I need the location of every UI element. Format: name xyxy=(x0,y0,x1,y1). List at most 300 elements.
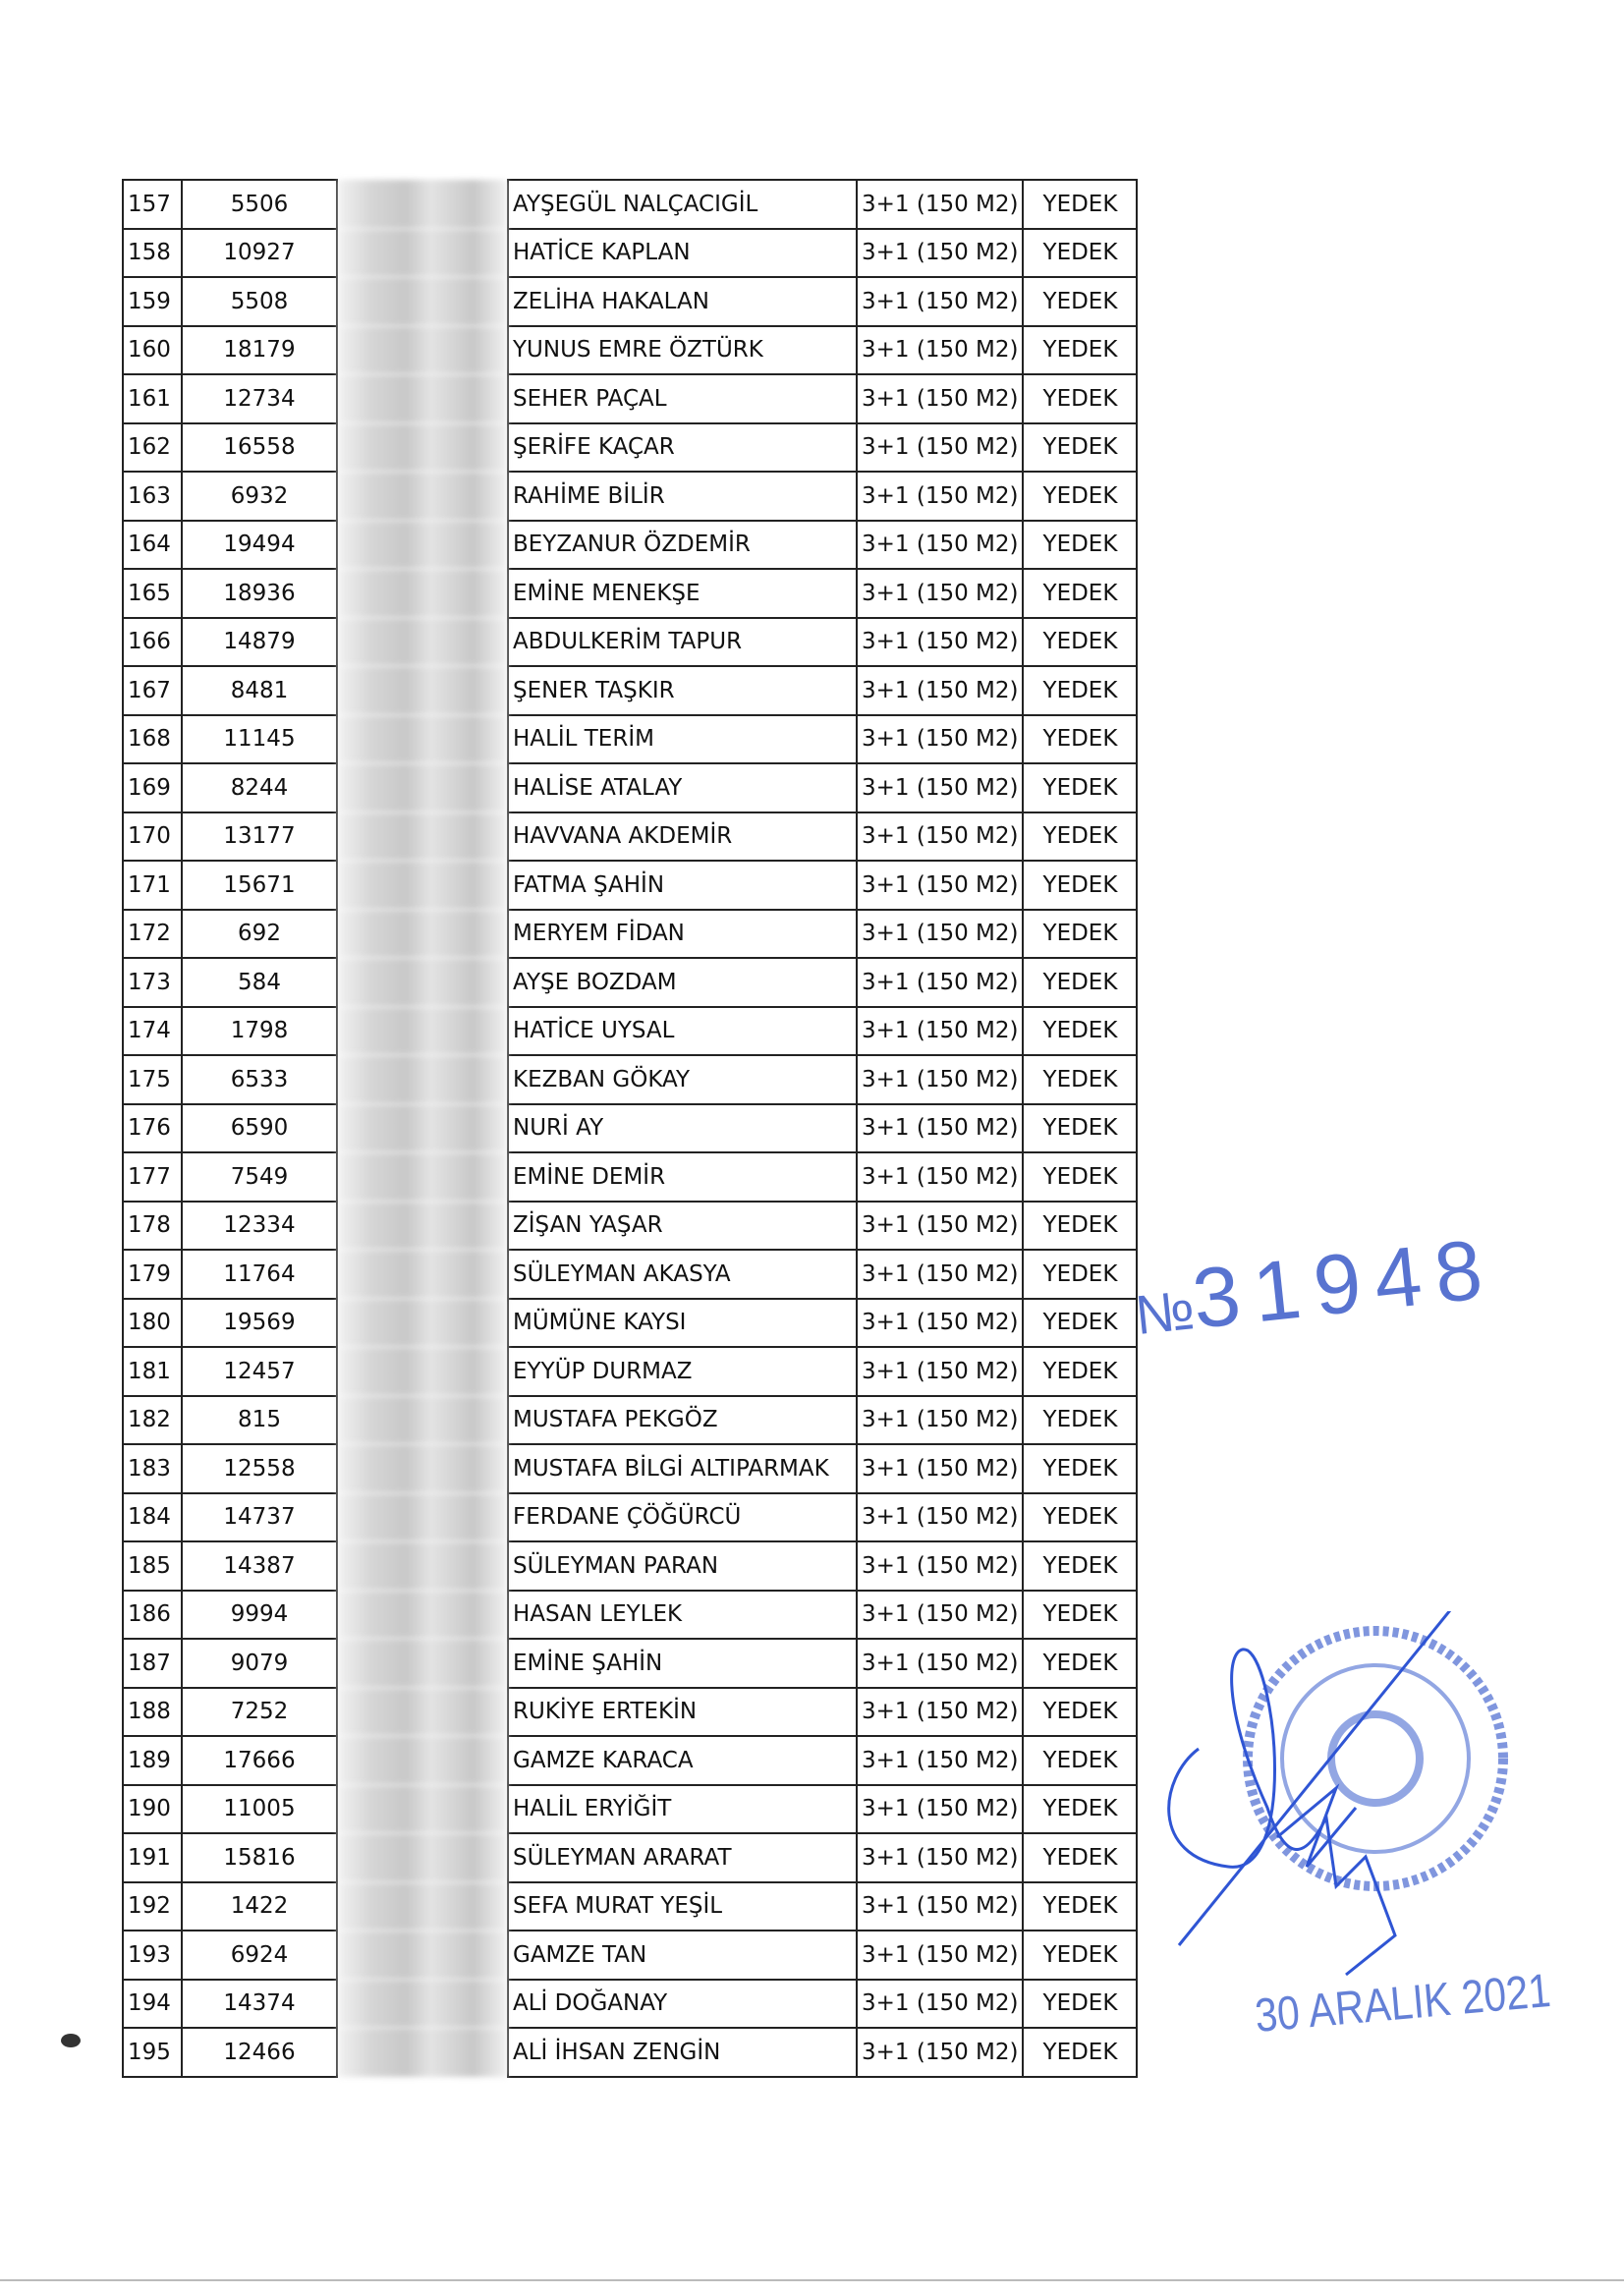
table-row xyxy=(123,423,1137,473)
masked-id-cell xyxy=(337,1250,508,1299)
applicant-name-cell: HASAN LEYLEK xyxy=(508,1591,857,1640)
unit-type-cell: 3+1 (150 M2) xyxy=(857,2028,1023,2077)
applicant-name-cell: GAMZE KARACA xyxy=(508,1736,857,1785)
table-row xyxy=(123,1882,1137,1931)
masked-id-cell xyxy=(337,1785,508,1834)
row-number-cell: 186 xyxy=(123,1591,182,1640)
redacted-blur xyxy=(338,1833,507,1882)
masked-id-cell xyxy=(337,715,508,764)
row-number-cell: 190 xyxy=(123,1785,182,1834)
application-number-cell: 6590 xyxy=(182,1104,337,1153)
row-number-cell: 175 xyxy=(123,1055,182,1104)
unit-type-cell: 3+1 (150 M2) xyxy=(857,180,1023,229)
masked-id-cell xyxy=(337,1396,508,1445)
application-number-cell: 7252 xyxy=(182,1688,337,1737)
application-number-cell: 6924 xyxy=(182,1931,337,1980)
table-row xyxy=(123,1104,1137,1153)
masked-id-cell xyxy=(337,1688,508,1737)
masked-id-cell xyxy=(337,1152,508,1202)
application-number-cell: 12466 xyxy=(182,2028,337,2077)
applicant-name-cell: RUKİYE ERTEKİN xyxy=(508,1688,857,1737)
row-number-cell: 157 xyxy=(123,180,182,229)
redacted-blur xyxy=(338,958,507,1007)
table-row xyxy=(123,1931,1137,1980)
row-number-cell: 177 xyxy=(123,1152,182,1202)
unit-type-cell: 3+1 (150 M2) xyxy=(857,1152,1023,1202)
masked-id-cell xyxy=(337,1882,508,1931)
row-number-cell: 173 xyxy=(123,958,182,1007)
redacted-blur xyxy=(338,1347,507,1396)
table-body xyxy=(123,180,1137,2077)
unit-type-cell: 3+1 (150 M2) xyxy=(857,861,1023,910)
status-cell: YEDEK xyxy=(1023,1202,1137,1251)
applicant-name-cell: AYŞEGÜL NALÇACIGİL xyxy=(508,180,857,229)
row-number-cell: 187 xyxy=(123,1639,182,1688)
masked-id-cell xyxy=(337,569,508,618)
redacted-blur xyxy=(338,2028,507,2077)
status-cell: YEDEK xyxy=(1023,666,1137,715)
applicant-name-cell: HALİSE ATALAY xyxy=(508,763,857,812)
application-number-cell: 9079 xyxy=(182,1639,337,1688)
unit-type-cell: 3+1 (150 M2) xyxy=(857,763,1023,812)
status-cell: YEDEK xyxy=(1023,1444,1137,1493)
applicant-name-cell: ABDULKERİM TAPUR xyxy=(508,618,857,667)
status-cell: YEDEK xyxy=(1023,374,1137,423)
row-number-cell: 160 xyxy=(123,326,182,375)
table-row xyxy=(123,1250,1137,1299)
row-number-cell: 181 xyxy=(123,1347,182,1396)
redacted-blur xyxy=(338,326,507,375)
table-row xyxy=(123,1785,1137,1834)
application-number-cell: 18936 xyxy=(182,569,337,618)
masked-id-cell xyxy=(337,1055,508,1104)
applicant-name-cell: MUSTAFA PEKGÖZ xyxy=(508,1396,857,1445)
status-cell: YEDEK xyxy=(1023,1591,1137,1640)
application-number-cell: 12734 xyxy=(182,374,337,423)
redacted-blur xyxy=(338,618,507,667)
application-number-cell: 19494 xyxy=(182,521,337,570)
status-cell: YEDEK xyxy=(1023,1541,1137,1591)
applicant-name-cell: ALİ DOĞANAY xyxy=(508,1980,857,2029)
applicant-name-cell: SEFA MURAT YEŞİL xyxy=(508,1882,857,1931)
row-number-cell: 188 xyxy=(123,1688,182,1737)
redacted-blur xyxy=(338,812,507,862)
row-number-cell: 191 xyxy=(123,1833,182,1882)
application-number-cell: 14374 xyxy=(182,1980,337,2029)
redacted-blur xyxy=(338,180,507,229)
row-number-cell: 161 xyxy=(123,374,182,423)
application-number-cell: 11145 xyxy=(182,715,337,764)
unit-type-cell: 3+1 (150 M2) xyxy=(857,1980,1023,2029)
table-row xyxy=(123,958,1137,1007)
page-edge xyxy=(0,2279,1624,2281)
table-row xyxy=(123,1396,1137,1445)
redacted-blur xyxy=(338,1541,507,1591)
redacted-blur xyxy=(338,763,507,812)
applicant-name-cell: MERYEM FİDAN xyxy=(508,910,857,959)
unit-type-cell: 3+1 (150 M2) xyxy=(857,958,1023,1007)
application-number-cell: 12334 xyxy=(182,1202,337,1251)
masked-id-cell xyxy=(337,1591,508,1640)
applicant-name-cell: KEZBAN GÖKAY xyxy=(508,1055,857,1104)
status-cell: YEDEK xyxy=(1023,326,1137,375)
application-number-cell: 1422 xyxy=(182,1882,337,1931)
unit-type-cell: 3+1 (150 M2) xyxy=(857,423,1023,473)
redacted-blur xyxy=(338,1591,507,1640)
unit-type-cell: 3+1 (150 M2) xyxy=(857,715,1023,764)
row-number-cell: 172 xyxy=(123,910,182,959)
redacted-blur xyxy=(338,277,507,326)
row-number-cell: 182 xyxy=(123,1396,182,1445)
redacted-blur xyxy=(338,1299,507,1348)
date-stamp: 30 ARALIK 2021 xyxy=(1253,1964,1553,2043)
unit-type-cell: 3+1 (150 M2) xyxy=(857,1007,1023,1056)
unit-type-cell: 3+1 (150 M2) xyxy=(857,521,1023,570)
redacted-blur xyxy=(338,1882,507,1931)
unit-type-cell: 3+1 (150 M2) xyxy=(857,666,1023,715)
row-number-cell: 193 xyxy=(123,1931,182,1980)
row-number-cell: 179 xyxy=(123,1250,182,1299)
unit-type-cell: 3+1 (150 M2) xyxy=(857,1591,1023,1640)
masked-id-cell xyxy=(337,326,508,375)
unit-type-cell: 3+1 (150 M2) xyxy=(857,618,1023,667)
applicant-name-cell: HALİL ERYİĞİT xyxy=(508,1785,857,1834)
masked-id-cell xyxy=(337,861,508,910)
table-row xyxy=(123,861,1137,910)
applicant-name-cell: ZELİHA HAKALAN xyxy=(508,277,857,326)
row-number-cell: 168 xyxy=(123,715,182,764)
applicant-name-cell: HALİL TERİM xyxy=(508,715,857,764)
unit-type-cell: 3+1 (150 M2) xyxy=(857,374,1023,423)
row-number-cell: 159 xyxy=(123,277,182,326)
table-row xyxy=(123,521,1137,570)
masked-id-cell xyxy=(337,2028,508,2077)
status-cell: YEDEK xyxy=(1023,1347,1137,1396)
table-row xyxy=(123,374,1137,423)
status-cell: YEDEK xyxy=(1023,812,1137,862)
unit-type-cell: 3+1 (150 M2) xyxy=(857,1250,1023,1299)
application-number-cell: 9994 xyxy=(182,1591,337,1640)
redacted-blur xyxy=(338,569,507,618)
masked-id-cell xyxy=(337,1202,508,1251)
status-cell: YEDEK xyxy=(1023,423,1137,473)
unit-type-cell: 3+1 (150 M2) xyxy=(857,1202,1023,1251)
unit-type-cell: 3+1 (150 M2) xyxy=(857,1882,1023,1931)
status-cell: YEDEK xyxy=(1023,1007,1137,1056)
status-cell: YEDEK xyxy=(1023,229,1137,278)
status-cell: YEDEK xyxy=(1023,1104,1137,1153)
applicant-name-cell: FATMA ŞAHİN xyxy=(508,861,857,910)
unit-type-cell: 3+1 (150 M2) xyxy=(857,1833,1023,1882)
redacted-blur xyxy=(338,1736,507,1785)
allocation-list-table xyxy=(122,179,1138,2078)
unit-type-cell: 3+1 (150 M2) xyxy=(857,1785,1023,1834)
status-cell: YEDEK xyxy=(1023,1882,1137,1931)
masked-id-cell xyxy=(337,1444,508,1493)
row-number-cell: 192 xyxy=(123,1882,182,1931)
masked-id-cell xyxy=(337,910,508,959)
table-row xyxy=(123,1347,1137,1396)
applicant-name-cell: HATİCE KAPLAN xyxy=(508,229,857,278)
status-cell: YEDEK xyxy=(1023,763,1137,812)
table-row xyxy=(123,1152,1137,1202)
masked-id-cell xyxy=(337,1541,508,1591)
masked-id-cell xyxy=(337,1980,508,2029)
redacted-blur xyxy=(338,1931,507,1980)
table-row xyxy=(123,326,1137,375)
row-number-cell: 178 xyxy=(123,1202,182,1251)
row-number-cell: 189 xyxy=(123,1736,182,1785)
table-row xyxy=(123,1299,1137,1348)
redacted-blur xyxy=(338,1688,507,1737)
row-number-cell: 176 xyxy=(123,1104,182,1153)
unit-type-cell: 3+1 (150 M2) xyxy=(857,1299,1023,1348)
unit-type-cell: 3+1 (150 M2) xyxy=(857,1396,1023,1445)
status-cell: YEDEK xyxy=(1023,1152,1137,1202)
unit-type-cell: 3+1 (150 M2) xyxy=(857,812,1023,862)
table-row xyxy=(123,277,1137,326)
masked-id-cell xyxy=(337,1493,508,1542)
applicant-name-cell: EMİNE DEMİR xyxy=(508,1152,857,1202)
table-row xyxy=(123,1688,1137,1737)
masked-id-cell xyxy=(337,1347,508,1396)
application-number-cell: 7549 xyxy=(182,1152,337,1202)
table-row xyxy=(123,229,1137,278)
status-cell: YEDEK xyxy=(1023,569,1137,618)
table-row xyxy=(123,1639,1137,1688)
row-number-cell: 174 xyxy=(123,1007,182,1056)
unit-type-cell: 3+1 (150 M2) xyxy=(857,1688,1023,1737)
applicant-name-cell: MÜMÜNE KAYSI xyxy=(508,1299,857,1348)
applicant-name-cell: ZİŞAN YAŞAR xyxy=(508,1202,857,1251)
redacted-blur xyxy=(338,1980,507,2029)
table-row xyxy=(123,1833,1137,1882)
status-cell: YEDEK xyxy=(1023,1493,1137,1542)
table-row xyxy=(123,1591,1137,1640)
application-number-cell: 10927 xyxy=(182,229,337,278)
table-row xyxy=(123,763,1137,812)
masked-id-cell xyxy=(337,1736,508,1785)
status-cell: YEDEK xyxy=(1023,1980,1137,2029)
redacted-blur xyxy=(338,1104,507,1153)
unit-type-cell: 3+1 (150 M2) xyxy=(857,1931,1023,1980)
application-number-cell: 8481 xyxy=(182,666,337,715)
unit-type-cell: 3+1 (150 M2) xyxy=(857,1104,1023,1153)
document-number: 31948 xyxy=(1188,1220,1501,1347)
table-row xyxy=(123,1493,1137,1542)
masked-id-cell xyxy=(337,1104,508,1153)
application-number-cell: 14737 xyxy=(182,1493,337,1542)
table-row xyxy=(123,812,1137,862)
masked-id-cell xyxy=(337,229,508,278)
table-row xyxy=(123,569,1137,618)
application-number-cell: 15671 xyxy=(182,861,337,910)
status-cell: YEDEK xyxy=(1023,618,1137,667)
applicant-name-cell: ALİ İHSAN ZENGİN xyxy=(508,2028,857,2077)
row-number-cell: 195 xyxy=(123,2028,182,2077)
table-row xyxy=(123,1444,1137,1493)
row-number-cell: 183 xyxy=(123,1444,182,1493)
status-cell: YEDEK xyxy=(1023,1250,1137,1299)
masked-id-cell xyxy=(337,472,508,521)
row-number-cell: 163 xyxy=(123,472,182,521)
table-row xyxy=(123,910,1137,959)
status-cell: YEDEK xyxy=(1023,910,1137,959)
application-number-cell: 11005 xyxy=(182,1785,337,1834)
unit-type-cell: 3+1 (150 M2) xyxy=(857,1736,1023,1785)
redacted-blur xyxy=(338,1152,507,1202)
masked-id-cell xyxy=(337,1639,508,1688)
unit-type-cell: 3+1 (150 M2) xyxy=(857,1444,1023,1493)
table-row xyxy=(123,715,1137,764)
masked-id-cell xyxy=(337,618,508,667)
unit-type-cell: 3+1 (150 M2) xyxy=(857,1347,1023,1396)
row-number-cell: 165 xyxy=(123,569,182,618)
masked-id-cell xyxy=(337,1299,508,1348)
unit-type-cell: 3+1 (150 M2) xyxy=(857,326,1023,375)
application-number-cell: 6533 xyxy=(182,1055,337,1104)
row-number-cell: 162 xyxy=(123,423,182,473)
table-row xyxy=(123,618,1137,667)
applicant-name-cell: EMİNE MENEKŞE xyxy=(508,569,857,618)
application-number-cell: 19569 xyxy=(182,1299,337,1348)
masked-id-cell xyxy=(337,180,508,229)
applicant-name-cell: HAVVANA AKDEMİR xyxy=(508,812,857,862)
redacted-blur xyxy=(338,423,507,473)
redacted-blur xyxy=(338,1007,507,1056)
application-number-cell: 15816 xyxy=(182,1833,337,1882)
redacted-blur xyxy=(338,472,507,521)
status-cell: YEDEK xyxy=(1023,1055,1137,1104)
application-number-cell: 11764 xyxy=(182,1250,337,1299)
redacted-blur xyxy=(338,1250,507,1299)
masked-id-cell xyxy=(337,1833,508,1882)
redacted-blur xyxy=(338,861,507,910)
table-row xyxy=(123,2028,1137,2077)
masked-id-cell xyxy=(337,521,508,570)
applicant-name-cell: GAMZE TAN xyxy=(508,1931,857,1980)
row-number-cell: 184 xyxy=(123,1493,182,1542)
application-number-cell: 692 xyxy=(182,910,337,959)
applicant-name-cell: NURİ AY xyxy=(508,1104,857,1153)
table-row xyxy=(123,1202,1137,1251)
status-cell: YEDEK xyxy=(1023,180,1137,229)
status-cell: YEDEK xyxy=(1023,1299,1137,1348)
applicant-name-cell: SEHER PAÇAL xyxy=(508,374,857,423)
number-prefix: № xyxy=(1132,1278,1198,1347)
masked-id-cell xyxy=(337,1007,508,1056)
document-number-stamp xyxy=(1130,1220,1501,1355)
masked-id-cell xyxy=(337,277,508,326)
redacted-blur xyxy=(338,1202,507,1251)
applicant-name-cell: FERDANE ÇÖĞÜRCÜ xyxy=(508,1493,857,1542)
unit-type-cell: 3+1 (150 M2) xyxy=(857,229,1023,278)
official-seal-signature-icon xyxy=(1140,1611,1552,2024)
status-cell: YEDEK xyxy=(1023,715,1137,764)
row-number-cell: 180 xyxy=(123,1299,182,1348)
application-number-cell: 8244 xyxy=(182,763,337,812)
unit-type-cell: 3+1 (150 M2) xyxy=(857,277,1023,326)
application-number-cell: 584 xyxy=(182,958,337,1007)
applicant-name-cell: SÜLEYMAN AKASYA xyxy=(508,1250,857,1299)
table-row xyxy=(123,180,1137,229)
status-cell: YEDEK xyxy=(1023,472,1137,521)
masked-id-cell xyxy=(337,958,508,1007)
status-cell: YEDEK xyxy=(1023,861,1137,910)
unit-type-cell: 3+1 (150 M2) xyxy=(857,472,1023,521)
application-number-cell: 14879 xyxy=(182,618,337,667)
status-cell: YEDEK xyxy=(1023,1833,1137,1882)
applicant-name-cell: YUNUS EMRE ÖZTÜRK xyxy=(508,326,857,375)
application-number-cell: 13177 xyxy=(182,812,337,862)
row-number-cell: 170 xyxy=(123,812,182,862)
status-cell: YEDEK xyxy=(1023,1736,1137,1785)
table-row xyxy=(123,1980,1137,2029)
redacted-blur xyxy=(338,1396,507,1445)
application-number-cell: 12457 xyxy=(182,1347,337,1396)
application-number-cell: 6932 xyxy=(182,472,337,521)
applicant-name-cell: ŞERİFE KAÇAR xyxy=(508,423,857,473)
application-number-cell: 5508 xyxy=(182,277,337,326)
row-number-cell: 166 xyxy=(123,618,182,667)
application-number-cell: 17666 xyxy=(182,1736,337,1785)
applicant-name-cell: MUSTAFA BİLGİ ALTIPARMAK xyxy=(508,1444,857,1493)
unit-type-cell: 3+1 (150 M2) xyxy=(857,1055,1023,1104)
redacted-blur xyxy=(338,1785,507,1834)
application-number-cell: 16558 xyxy=(182,423,337,473)
application-number-cell: 5506 xyxy=(182,180,337,229)
redacted-blur xyxy=(338,1055,507,1104)
redacted-blur xyxy=(338,1493,507,1542)
ink-spot xyxy=(61,2034,81,2047)
masked-id-cell xyxy=(337,666,508,715)
applicant-name-cell: SÜLEYMAN PARAN xyxy=(508,1541,857,1591)
applicant-name-cell: ŞENER TAŞKIR xyxy=(508,666,857,715)
applicant-name-cell: EMİNE ŞAHİN xyxy=(508,1639,857,1688)
row-number-cell: 164 xyxy=(123,521,182,570)
masked-id-cell xyxy=(337,812,508,862)
application-number-cell: 1798 xyxy=(182,1007,337,1056)
table-row xyxy=(123,666,1137,715)
redacted-blur xyxy=(338,666,507,715)
table-row xyxy=(123,1736,1137,1785)
masked-id-cell xyxy=(337,423,508,473)
unit-type-cell: 3+1 (150 M2) xyxy=(857,1493,1023,1542)
status-cell: YEDEK xyxy=(1023,1688,1137,1737)
applicant-name-cell: AYŞE BOZDAM xyxy=(508,958,857,1007)
row-number-cell: 169 xyxy=(123,763,182,812)
row-number-cell: 194 xyxy=(123,1980,182,2029)
application-number-cell: 815 xyxy=(182,1396,337,1445)
application-number-cell: 14387 xyxy=(182,1541,337,1591)
unit-type-cell: 3+1 (150 M2) xyxy=(857,1541,1023,1591)
unit-type-cell: 3+1 (150 M2) xyxy=(857,1639,1023,1688)
masked-id-cell xyxy=(337,374,508,423)
redacted-blur xyxy=(338,1639,507,1688)
status-cell: YEDEK xyxy=(1023,521,1137,570)
applicant-name-cell: SÜLEYMAN ARARAT xyxy=(508,1833,857,1882)
status-cell: YEDEK xyxy=(1023,2028,1137,2077)
unit-type-cell: 3+1 (150 M2) xyxy=(857,910,1023,959)
masked-id-cell xyxy=(337,1931,508,1980)
status-cell: YEDEK xyxy=(1023,958,1137,1007)
status-cell: YEDEK xyxy=(1023,1396,1137,1445)
masked-id-cell xyxy=(337,763,508,812)
table-row xyxy=(123,1541,1137,1591)
table-row xyxy=(123,1055,1137,1104)
redacted-blur xyxy=(338,521,507,570)
status-cell: YEDEK xyxy=(1023,1639,1137,1688)
